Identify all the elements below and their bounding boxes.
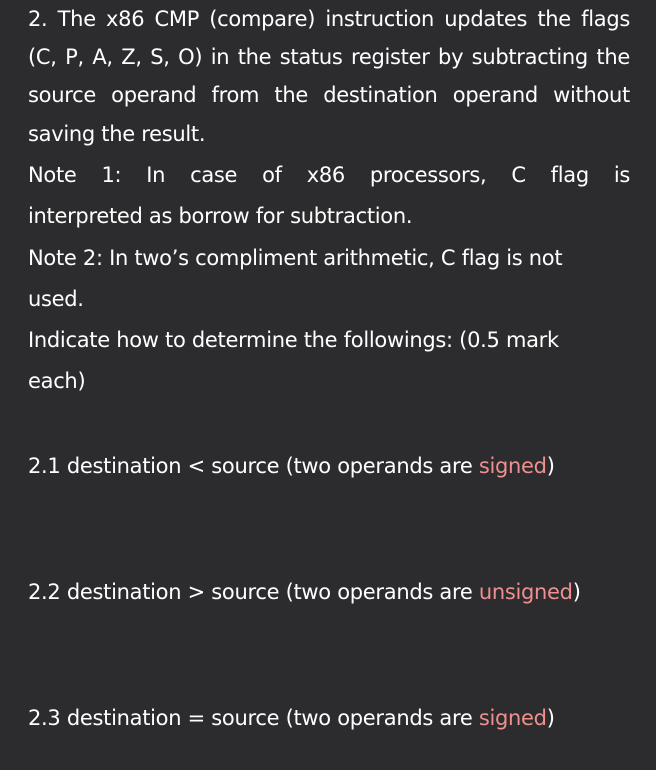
intro-line-4: saving the result.: [28, 122, 206, 146]
intro-line-2: (C, P, A, Z, S, O) in the status register by subtracting the: [28, 45, 630, 69]
instruction-line-2: each): [28, 369, 86, 393]
item-2-2-prefix: 2.2 destination > source (two operands are: [28, 580, 479, 604]
item-2-2-suffix: ): [572, 580, 581, 604]
instruction-line-1: Indicate how to determine the followings: (0.5 mark: [28, 328, 559, 352]
note1-line-1: Note 1: In case of x86 processors, C flag is: [28, 163, 630, 187]
item-2-1: [28, 452, 555, 480]
item-2-3: [28, 704, 555, 732]
item-2-1-suffix: ): [546, 454, 555, 478]
note2-line-1: Note 2: In two’s compliment arithmetic, C flag is not: [28, 246, 563, 270]
item-2-3-prefix: 2.3 destination = source (two operands are: [28, 706, 479, 730]
note2-line-2: used.: [28, 287, 84, 311]
item-2-2: [28, 578, 581, 606]
intro-line-3: source operand from the destination operand without: [28, 83, 630, 107]
item-2-1-prefix: 2.1 destination < source (two operands are: [28, 454, 479, 478]
note1-line-2: interpreted as borrow for subtraction.: [28, 204, 413, 228]
intro-line-1: 2. The x86 CMP (compare) instruction updates the flags: [28, 7, 630, 31]
item-2-1-keyword: signed: [478, 454, 547, 478]
item-2-2-keyword: unsigned: [478, 580, 573, 604]
item-2-3-keyword: signed: [478, 706, 547, 730]
item-2-3-suffix: ): [546, 706, 555, 730]
